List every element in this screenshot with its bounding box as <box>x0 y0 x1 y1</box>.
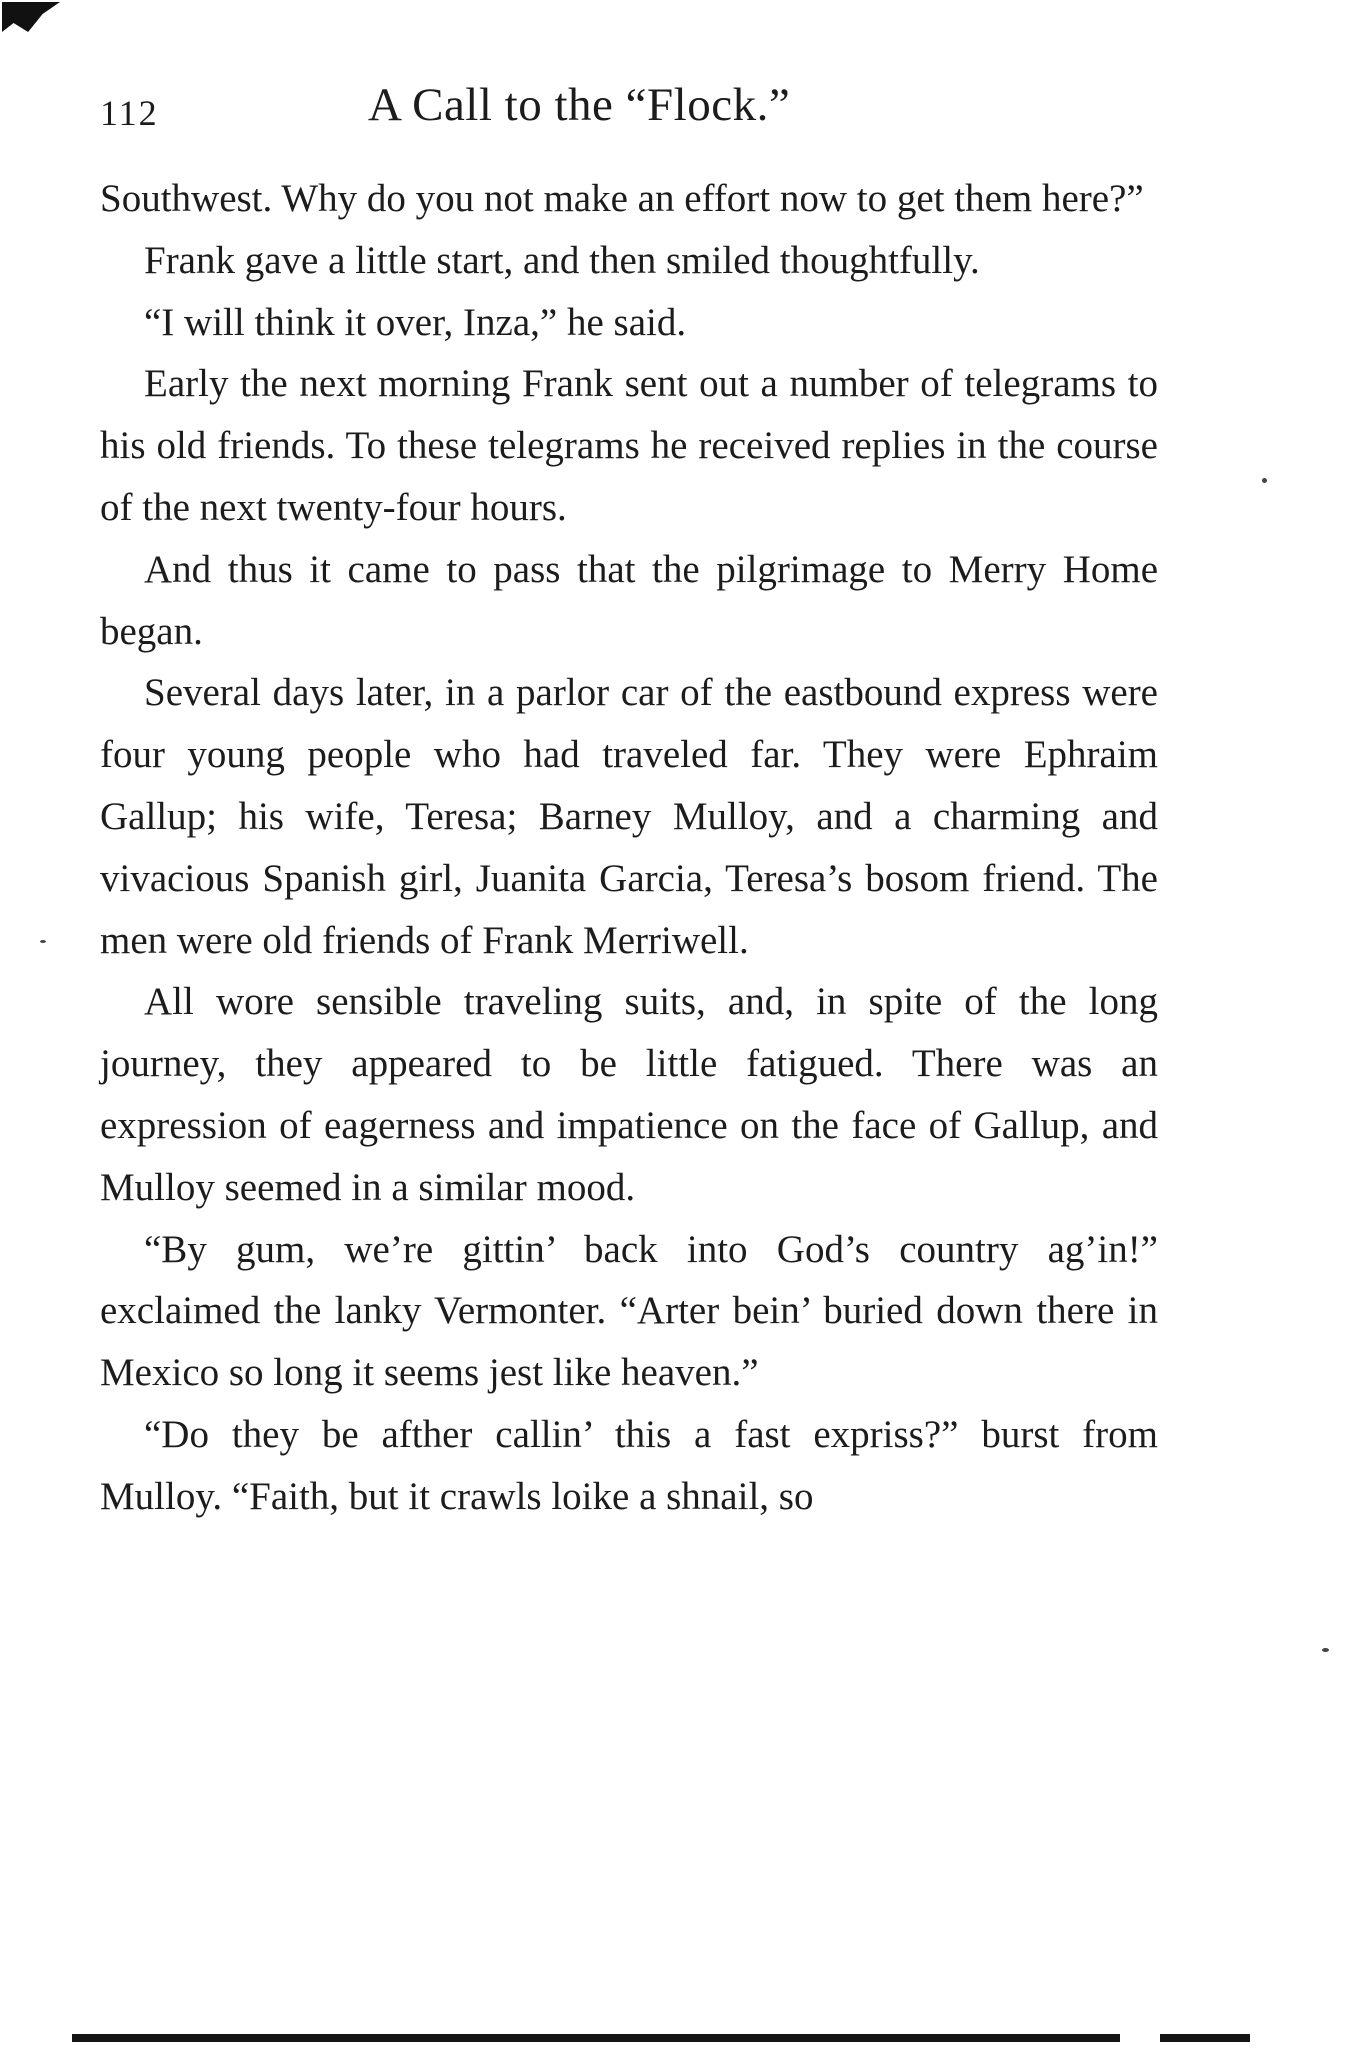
bottom-rule <box>72 2034 1120 2042</box>
stray-mark <box>1262 478 1267 483</box>
paragraph-8: “By gum, we’re gittin’ back into God’s country ag’in!” exclaimed the lanky Vermonter. “Arter bein’ buried down there in Mexico so long it seems jest like heaven.” <box>100 1227 1158 1395</box>
running-head <box>100 78 1160 138</box>
running-title: A Call to the “Flock.” <box>368 79 791 131</box>
paragraph-7: All wore sensible traveling suits, and, in spite of the long journey, they appeared to be little fatigued. There was an expression of eagerness and impatience on the face of Gallup, and Mulloy seemed in a similar mood. <box>100 980 1158 1209</box>
paragraph-1: Southwest. Why do you not make an effort now to get them here?” <box>100 177 1144 220</box>
scan-corner-mark <box>2 2 60 32</box>
paragraph-9: “Do they be afther callin’ this a fast expriss?” burst from Mulloy. “Faith, but it crawls loike a shnail, so <box>100 1412 1158 1518</box>
paragraph-5: And thus it came to pass that the pilgrimage to Merry Home began. <box>100 547 1158 653</box>
stray-mark <box>40 940 46 943</box>
bottom-rule <box>1160 2034 1250 2042</box>
paragraph-6: Several days later, in a parlor car of the eastbound express were four young people who had traveled far. They were Ephraim Gallup; his wife, Teresa; Barney Mulloy, and a charming and vivacious Spanish girl, Juanita Garcia, Teresa’s bosom friend. The men were old friends of Frank Merriwell. <box>100 671 1158 962</box>
body-text <box>100 168 1158 1528</box>
paragraph-4: Early the next morning Frank sent out a number of telegrams to his old friends. To these telegrams he received replies in the course of the next twenty-four hours. <box>100 362 1158 529</box>
stray-mark <box>1322 1648 1329 1652</box>
page-number: 112 <box>100 93 159 133</box>
paragraph-2: Frank gave a little start, and then smiled thoughtfully. <box>144 238 980 282</box>
paragraph-3: “I will think it over, Inza,” he said. <box>144 300 687 344</box>
